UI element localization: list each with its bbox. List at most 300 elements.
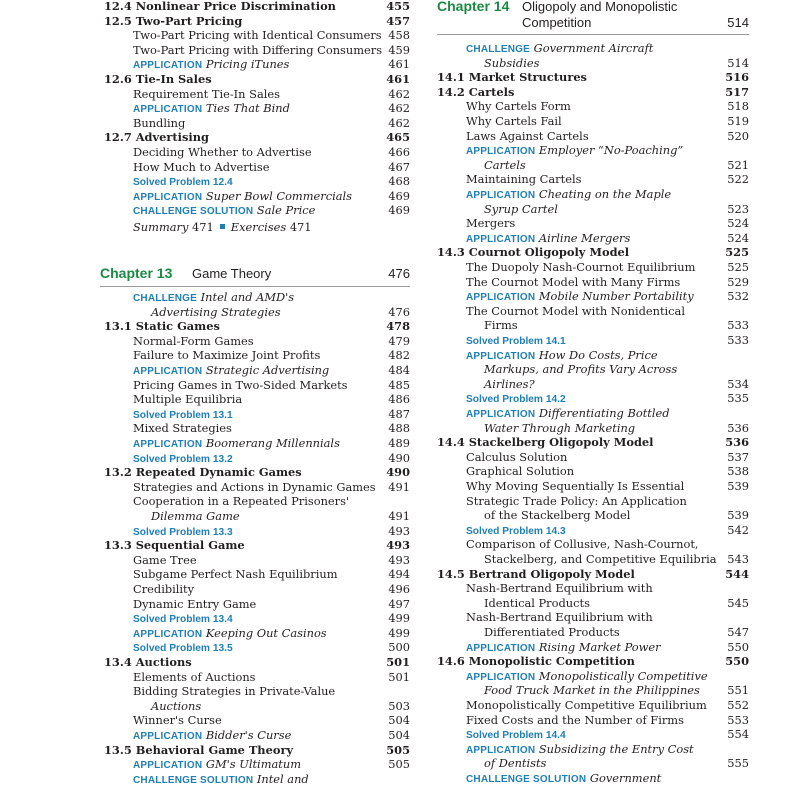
toc-entry-title bbox=[484, 421, 635, 435]
solved-problem-label: Solved Problem 14.3 bbox=[466, 525, 566, 537]
toc-entry-title bbox=[466, 172, 581, 186]
toc-entry-title bbox=[466, 771, 661, 787]
entry-text: Cooperation in a Repeated Prisoners' bbox=[133, 494, 350, 509]
page-number: 490 bbox=[386, 465, 410, 480]
entry-text: Game Tree bbox=[133, 552, 197, 567]
page-number: 524 bbox=[727, 216, 749, 231]
page-number: 505 bbox=[386, 742, 410, 757]
toc-entry-title bbox=[133, 392, 242, 406]
solved-problem-label: Solved Problem 13.1 bbox=[133, 409, 233, 421]
toc-entry-title bbox=[133, 57, 289, 73]
page-number: 489 bbox=[388, 436, 410, 450]
entry-text: 14.5 Bertrand Oligopoly Model bbox=[437, 566, 635, 581]
toc-entry-title bbox=[484, 625, 620, 639]
entry-text: Nash-Bertrand Equilibrium with bbox=[466, 581, 653, 596]
entry-text: 13.4 Auctions bbox=[104, 655, 192, 669]
toc-entry-title bbox=[484, 318, 518, 332]
toc-entry-title bbox=[466, 464, 574, 478]
feature-title-continued: Dilemma Game bbox=[151, 509, 240, 523]
entry-text: Bidding Strategies in Private-Value bbox=[133, 684, 336, 699]
entry-text: 13.3 Sequential Game bbox=[104, 538, 245, 553]
entry-text: 14.4 Stackelberg Oligopoly Model bbox=[437, 435, 654, 450]
toc-entry-title bbox=[133, 378, 348, 392]
chapter-label: Chapter 13 bbox=[100, 265, 173, 281]
toc-entry-title bbox=[466, 304, 685, 318]
feature-label: APPLICATION bbox=[466, 146, 536, 158]
entry-text: Winner's Curse bbox=[133, 713, 222, 728]
page-number: 536 bbox=[725, 435, 749, 450]
feature-label: CHALLENGE SOLUTION bbox=[133, 774, 254, 786]
solved-problem-label: Solved Problem 13.2 bbox=[133, 453, 233, 465]
entry-text: Requirement Tie-In Sales bbox=[133, 86, 280, 101]
page-number: 494 bbox=[388, 567, 410, 582]
feature-label: APPLICATION bbox=[133, 60, 203, 72]
page-number: 461 bbox=[386, 72, 410, 86]
toc-entry-title bbox=[133, 494, 349, 508]
toc-entry-title bbox=[133, 28, 382, 42]
page-number: 505 bbox=[388, 757, 410, 772]
page-number: 550 bbox=[727, 639, 749, 654]
toc-entry-title bbox=[104, 538, 245, 552]
feature-title: Pricing iTunes bbox=[205, 57, 290, 72]
page-number: 550 bbox=[725, 654, 749, 669]
page-number: 545 bbox=[727, 595, 749, 610]
feature-title: Intel and AMD's bbox=[200, 290, 295, 304]
toc-entry-title bbox=[466, 610, 653, 624]
toc-entry-title bbox=[133, 290, 294, 306]
feature-label: APPLICATION bbox=[133, 731, 203, 742]
page-number: 524 bbox=[727, 230, 749, 245]
page-number: 461 bbox=[388, 57, 410, 72]
toc-entry-title bbox=[466, 333, 566, 349]
toc-entry-title bbox=[466, 187, 671, 203]
page-number: 479 bbox=[388, 333, 410, 348]
entry-text: 14.2 Cartels bbox=[437, 84, 515, 99]
toc-entry-title bbox=[104, 319, 220, 333]
feature-title: Monopolistically Competitive bbox=[538, 668, 708, 683]
toc-entry-title bbox=[104, 655, 192, 669]
entry-text: Two-Part Pricing with Differing Consumers bbox=[133, 42, 383, 57]
feature-title: Ties That Bind bbox=[205, 101, 290, 116]
chapter-name-line1: Oligopoly and Monopolistic bbox=[522, 0, 678, 14]
feature-title: Bidder's Curse bbox=[205, 728, 292, 742]
feature-title: Airline Mergers bbox=[538, 230, 631, 245]
entry-text: 13.1 Static Games bbox=[104, 319, 220, 334]
toc-entry-title bbox=[133, 160, 270, 174]
feature-label: APPLICATION bbox=[466, 233, 536, 245]
page-number: 486 bbox=[388, 392, 410, 407]
page-number: 462 bbox=[388, 115, 410, 130]
entry-text: How Much to Advertise bbox=[133, 159, 270, 174]
page-number: 493 bbox=[388, 523, 410, 538]
summary-page: 471 bbox=[192, 220, 214, 234]
toc-entry-title bbox=[484, 158, 526, 172]
toc-entry-title bbox=[466, 348, 658, 364]
feature-label: APPLICATION bbox=[466, 350, 536, 362]
entry-text: Strategies and Actions in Dynamic Games bbox=[133, 479, 376, 494]
entry-text: Strategic Trade Policy: An Application bbox=[466, 493, 687, 508]
feature-title: Government Aircraft bbox=[533, 41, 654, 55]
feature-title: Keeping Out Casinos bbox=[205, 625, 327, 640]
toc-entry-title bbox=[133, 436, 340, 452]
page-number: 503 bbox=[388, 698, 410, 713]
page-number: 514 bbox=[727, 55, 749, 70]
page-number: 537 bbox=[727, 449, 749, 464]
page-number: 533 bbox=[727, 333, 749, 347]
feature-label: APPLICATION bbox=[466, 292, 536, 304]
feature-title-continued: Food Truck Market in the Philippines bbox=[484, 683, 700, 698]
feature-label: APPLICATION bbox=[133, 104, 203, 116]
solved-problem-label: Solved Problem 13.3 bbox=[133, 526, 233, 538]
page-number: 484 bbox=[388, 363, 410, 377]
page-number: 469 bbox=[388, 188, 410, 203]
solved-problem-label: Solved Problem 13.4 bbox=[133, 614, 233, 626]
page-number: 457 bbox=[386, 13, 410, 28]
toc-entry-title bbox=[133, 421, 232, 435]
toc-entry-title bbox=[466, 450, 567, 464]
entry-text: Elements of Auctions bbox=[133, 669, 256, 684]
feature-label: APPLICATION bbox=[466, 409, 536, 420]
page-number: 501 bbox=[388, 669, 410, 684]
entry-text: The Cournot Model with Many Firms bbox=[466, 274, 681, 289]
chapter-label: Chapter 14 bbox=[437, 0, 510, 14]
summary-text bbox=[133, 220, 312, 234]
page-number: 468 bbox=[388, 174, 410, 189]
toc-entry-title bbox=[104, 130, 209, 144]
toc-entry-title bbox=[104, 14, 242, 28]
toc-entry-title bbox=[484, 377, 535, 391]
toc-entry-title bbox=[466, 391, 566, 407]
toc-entry-title bbox=[466, 216, 515, 230]
feature-label: APPLICATION bbox=[466, 190, 536, 201]
feature-title: Cheating on the Maple bbox=[538, 187, 672, 201]
entry-text: 14.1 Market Structures bbox=[437, 70, 587, 85]
square-bullet-icon bbox=[220, 224, 225, 229]
toc-entry-title bbox=[104, 0, 336, 13]
feature-title: Boomerang Millennials bbox=[205, 436, 340, 450]
page-number: 478 bbox=[386, 319, 410, 334]
toc-entry-title bbox=[133, 567, 338, 581]
toc-entry-title bbox=[133, 87, 280, 101]
toc-entry-title bbox=[133, 43, 382, 57]
toc-entry-title bbox=[466, 41, 653, 57]
exercises-page: 471 bbox=[289, 220, 312, 234]
entry-text: Multiple Equilibria bbox=[133, 392, 243, 407]
page-number: 533 bbox=[727, 318, 749, 333]
page-number: 519 bbox=[727, 114, 749, 128]
page-number: 547 bbox=[727, 625, 749, 639]
toc-entry-title bbox=[466, 698, 707, 712]
entry-text: Subgame Perfect Nash Equilibrium bbox=[133, 567, 338, 582]
entry-text: Stackelberg, and Competitive Equilibria bbox=[484, 552, 717, 566]
chapter-name-line2: Competition bbox=[522, 15, 592, 30]
toc-entry-title bbox=[151, 305, 281, 319]
feature-title-continued: Advertising Strategies bbox=[151, 304, 281, 319]
feature-title-continued: Auctions bbox=[151, 698, 202, 713]
chapter-heading bbox=[437, 0, 749, 35]
toc-entry-title bbox=[466, 406, 670, 422]
entry-text: Fixed Costs and the Number of Firms bbox=[466, 712, 684, 727]
toc-entry-title bbox=[466, 669, 708, 685]
entry-text: Dynamic Entry Game bbox=[133, 596, 257, 611]
page-number: 488 bbox=[388, 421, 410, 436]
toc-entry-title bbox=[484, 508, 630, 522]
page-number: 455 bbox=[386, 0, 410, 13]
feature-label: APPLICATION bbox=[133, 191, 203, 203]
feature-label: CHALLENGE SOLUTION bbox=[466, 774, 587, 785]
page-number: 539 bbox=[727, 479, 749, 493]
feature-label: APPLICATION bbox=[466, 744, 536, 756]
toc-entry-title bbox=[484, 362, 677, 376]
toc-entry-title bbox=[133, 407, 233, 423]
entry-text: Identical Products bbox=[484, 595, 590, 610]
toc-entry-title bbox=[484, 202, 558, 216]
feature-title: Strategic Advertising bbox=[205, 363, 330, 377]
toc-entry-title bbox=[133, 670, 256, 684]
page-number: 517 bbox=[725, 84, 749, 99]
feature-title: How Do Costs, Price bbox=[538, 347, 658, 362]
page-number: 542 bbox=[727, 522, 749, 537]
entry-text: Normal-Form Games bbox=[133, 333, 254, 348]
entry-text: Differentiated Products bbox=[484, 625, 620, 639]
feature-title: Government bbox=[589, 771, 662, 785]
page-number: 469 bbox=[388, 203, 410, 218]
toc-entry-title bbox=[104, 465, 302, 479]
page-number: 522 bbox=[727, 172, 749, 187]
toc-entry-title bbox=[133, 597, 256, 611]
toc-entry-title bbox=[133, 640, 233, 656]
entry-text: Firms bbox=[484, 318, 518, 333]
page-number: 536 bbox=[727, 420, 749, 435]
toc-entry-title bbox=[133, 145, 312, 159]
page-number: 543 bbox=[727, 552, 749, 566]
page-number: 525 bbox=[727, 260, 749, 274]
page-number: 534 bbox=[727, 376, 749, 391]
toc-entry-title bbox=[133, 363, 329, 379]
toc-entry-title bbox=[484, 683, 700, 697]
page-number: 553 bbox=[727, 712, 749, 727]
toc-entry-title bbox=[466, 231, 630, 247]
solved-problem-label: Solved Problem 14.1 bbox=[466, 336, 566, 347]
toc-entry-title bbox=[133, 174, 233, 190]
page-number: 525 bbox=[725, 245, 749, 260]
page-number: 496 bbox=[388, 582, 410, 596]
page-number: 493 bbox=[386, 538, 410, 553]
entry-text: 13.5 Behavioral Game Theory bbox=[104, 742, 294, 757]
entry-text: Nash-Bertrand Equilibrium with bbox=[466, 610, 653, 625]
entry-text: The Duopoly Nash-Cournot Equilibrium bbox=[466, 260, 696, 274]
toc-entry-title bbox=[466, 523, 566, 539]
toc-entry-title bbox=[104, 743, 293, 757]
summary-label: Summary bbox=[133, 220, 189, 234]
chapter-heading bbox=[100, 264, 410, 287]
page-number: 482 bbox=[388, 348, 410, 363]
page-number: 485 bbox=[388, 377, 410, 392]
entry-text: Bundling bbox=[133, 115, 186, 130]
page-number: 552 bbox=[727, 698, 749, 712]
page-number: 535 bbox=[727, 391, 749, 406]
feature-title: Mobile Number Portability bbox=[538, 289, 694, 304]
feature-label: APPLICATION bbox=[466, 671, 536, 683]
entry-text: Graphical Solution bbox=[466, 464, 575, 479]
feature-title-continued: Airlines? bbox=[484, 376, 535, 391]
page-number: 458 bbox=[388, 28, 410, 43]
toc-entry-title bbox=[437, 567, 635, 581]
feature-title-continued: of Dentists bbox=[484, 756, 547, 771]
page-number: 493 bbox=[388, 552, 410, 567]
feature-label: APPLICATION bbox=[133, 366, 203, 377]
page-number: 532 bbox=[727, 289, 749, 304]
toc-entry-title bbox=[466, 479, 684, 493]
entry-text: Deciding Whether to Advertise bbox=[133, 145, 312, 159]
entry-text: 12.5 Two-Part Pricing bbox=[104, 13, 243, 28]
page-number: 487 bbox=[388, 406, 410, 421]
page-number: 500 bbox=[388, 640, 410, 655]
page-number: 499 bbox=[388, 625, 410, 640]
feature-title: Intel and bbox=[256, 771, 309, 786]
toc-entry-title bbox=[466, 713, 684, 727]
exercises-label: Exercises bbox=[230, 220, 287, 234]
entry-text: Why Moving Sequentially Is Essential bbox=[466, 479, 685, 493]
entry-text: 12.7 Advertising bbox=[104, 130, 209, 145]
feature-title: Employer “No-Poaching” bbox=[538, 143, 684, 158]
toc-entry-title bbox=[466, 114, 562, 128]
entry-text: Mixed Strategies bbox=[133, 421, 232, 436]
page-number: 467 bbox=[388, 159, 410, 174]
toc-entry-title bbox=[133, 582, 194, 596]
toc-entry-title bbox=[466, 537, 699, 551]
entry-text: Pricing Games in Two-Sided Markets bbox=[133, 377, 348, 392]
toc-entry-title bbox=[466, 260, 695, 274]
entry-text: Maintaining Cartels bbox=[466, 172, 582, 187]
feature-title-continued: Water Through Marketing bbox=[484, 420, 636, 435]
toc-entry-title bbox=[133, 772, 309, 788]
page-number: 554 bbox=[727, 727, 749, 742]
toc-entry-title bbox=[133, 189, 352, 205]
entry-text: Credibility bbox=[133, 582, 195, 596]
chapter-page: 476 bbox=[388, 266, 410, 281]
page-number: 476 bbox=[388, 304, 410, 319]
page-number: 462 bbox=[388, 101, 410, 116]
toc-entry-title bbox=[437, 245, 629, 259]
page-number: 459 bbox=[388, 42, 410, 57]
toc-entry-title bbox=[133, 728, 291, 744]
entry-text: 14.3 Cournot Oligopoly Model bbox=[437, 245, 630, 260]
toc-entry-title bbox=[466, 275, 680, 289]
toc-entry-title bbox=[133, 524, 233, 540]
feature-label: APPLICATION bbox=[133, 760, 203, 772]
page-number: 504 bbox=[388, 728, 410, 742]
page-number: 491 bbox=[388, 509, 410, 523]
solved-problem-label: Solved Problem 12.4 bbox=[133, 177, 233, 189]
entry-text: 13.2 Repeated Dynamic Games bbox=[104, 465, 302, 480]
toc-entry-title bbox=[466, 494, 687, 508]
toc-entry-title bbox=[151, 509, 240, 523]
solved-problem-label: Solved Problem 13.5 bbox=[133, 643, 233, 655]
toc-entry-title bbox=[484, 756, 546, 770]
feature-label: APPLICATION bbox=[133, 439, 203, 450]
entry-text: Two-Part Pricing with Identical Consumers bbox=[133, 28, 382, 43]
toc-entry-title bbox=[133, 101, 290, 117]
toc-entry-title bbox=[466, 581, 653, 595]
entry-text: Why Cartels Fail bbox=[466, 114, 562, 128]
entry-text: The Cournot Model with Nonidentical bbox=[466, 303, 685, 318]
page-number: 466 bbox=[388, 145, 410, 159]
feature-title: Super Bowl Commercials bbox=[205, 188, 353, 203]
page-number: 465 bbox=[386, 130, 410, 145]
feature-label: APPLICATION bbox=[133, 628, 203, 640]
toc-entry-title bbox=[466, 640, 661, 656]
entry-text: Calculus Solution bbox=[466, 449, 568, 464]
solved-problem-label: Solved Problem 14.4 bbox=[466, 730, 566, 742]
toc-entry-title bbox=[484, 552, 717, 566]
entry-text: of the Stackelberg Model bbox=[484, 508, 631, 523]
page-number: 555 bbox=[727, 756, 749, 771]
chapter-name: Game Theory bbox=[192, 266, 272, 281]
toc-entry-title bbox=[466, 742, 694, 758]
page-number: 539 bbox=[727, 508, 749, 523]
entry-text: 12.4 Nonlinear Price Discrimination bbox=[104, 0, 336, 13]
feature-title: GM's Ultimatum bbox=[205, 757, 302, 772]
toc-entry-title bbox=[466, 727, 566, 743]
toc-entry-title bbox=[484, 596, 590, 610]
page-number: 516 bbox=[725, 70, 749, 85]
page-number: 544 bbox=[725, 566, 749, 581]
feature-label: CHALLENGE bbox=[133, 293, 198, 304]
page-number: 491 bbox=[388, 479, 410, 494]
toc-entry-title bbox=[133, 348, 320, 362]
toc-entry-title bbox=[151, 699, 201, 713]
feature-label: APPLICATION bbox=[466, 642, 536, 654]
toc-entry-title bbox=[133, 684, 335, 698]
page-number: 521 bbox=[727, 157, 749, 172]
page-number: 518 bbox=[727, 99, 749, 114]
feature-title: Rising Market Power bbox=[538, 639, 661, 654]
toc-entry-title bbox=[466, 289, 694, 305]
feature-title: Subsidizing the Entry Cost bbox=[538, 741, 694, 756]
toc-entry-title bbox=[133, 480, 376, 494]
toc-entry-title bbox=[133, 713, 222, 727]
toc-entry-title bbox=[437, 85, 514, 99]
entry-text: Why Cartels Form bbox=[466, 99, 571, 114]
toc-entry-title bbox=[133, 334, 254, 348]
toc-entry-title bbox=[466, 143, 683, 159]
toc-entry-title bbox=[437, 70, 587, 84]
page-number: 551 bbox=[727, 683, 749, 698]
toc-entry-title bbox=[133, 116, 185, 130]
feature-label: CHALLENGE bbox=[466, 44, 531, 55]
page-number: 529 bbox=[727, 274, 749, 289]
toc-entry-title bbox=[133, 451, 233, 467]
toc-entry-title bbox=[104, 72, 212, 86]
entry-text: Failure to Maximize Joint Profits bbox=[133, 348, 321, 363]
page-number: 497 bbox=[388, 596, 410, 611]
page-number: 490 bbox=[388, 450, 410, 465]
solved-problem-label: Solved Problem 14.2 bbox=[466, 394, 566, 406]
toc-entry-title bbox=[437, 654, 635, 668]
feature-title-continued: Subsidies bbox=[484, 55, 540, 70]
entry-text: Mergers bbox=[466, 216, 516, 231]
toc-entry-title bbox=[133, 553, 197, 567]
feature-title-continued: Syrup Cartel bbox=[484, 201, 558, 216]
page-number: 520 bbox=[727, 128, 749, 143]
toc-entry-title bbox=[466, 129, 589, 143]
toc-entry-title bbox=[466, 99, 571, 113]
toc-entry-title bbox=[133, 611, 233, 627]
page-number: 504 bbox=[388, 713, 410, 728]
page-number: 523 bbox=[727, 201, 749, 216]
page-number: 499 bbox=[388, 611, 410, 626]
